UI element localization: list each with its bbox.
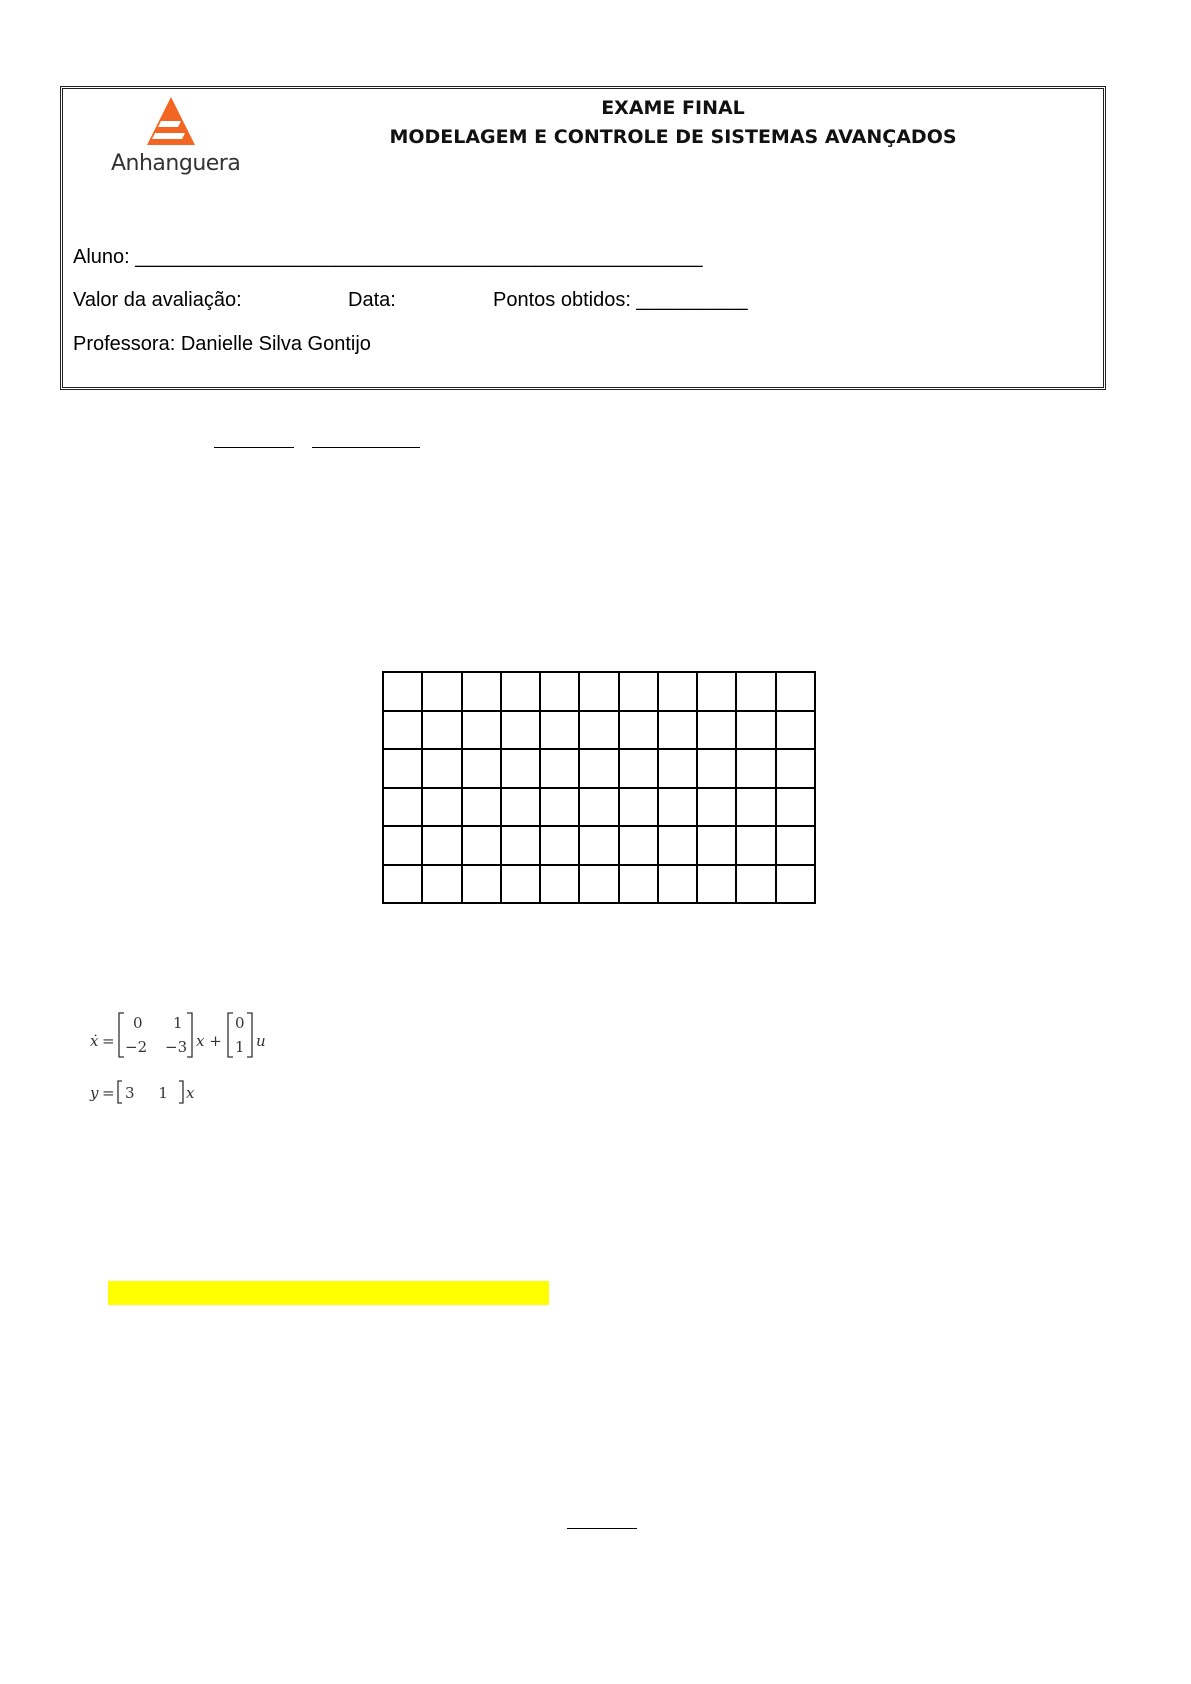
anhanguera-logo <box>111 97 241 187</box>
matrix-a-cell: −2 <box>125 1038 148 1056</box>
grid-cell[interactable] <box>383 711 422 750</box>
grid-cell[interactable] <box>383 788 422 827</box>
grid-cell[interactable] <box>658 826 697 865</box>
grid-cell[interactable] <box>658 865 697 904</box>
grid-cell[interactable] <box>697 788 736 827</box>
grid-cell[interactable] <box>501 711 540 750</box>
grid-cell[interactable] <box>462 788 501 827</box>
grid-cell[interactable] <box>501 865 540 904</box>
grid-cell[interactable] <box>383 826 422 865</box>
grid-cell[interactable] <box>579 672 618 711</box>
grid-cell[interactable] <box>697 672 736 711</box>
x-plus: x + <box>196 1032 222 1050</box>
grid-cell[interactable] <box>422 826 461 865</box>
grid-cell[interactable] <box>776 865 815 904</box>
grid-cell[interactable] <box>619 672 658 711</box>
grid-cell[interactable] <box>383 749 422 788</box>
grid-cell[interactable] <box>619 826 658 865</box>
grid-cell[interactable] <box>579 826 618 865</box>
equals-sign: = <box>102 1032 115 1050</box>
grid-cell[interactable] <box>736 672 775 711</box>
grid-cell[interactable] <box>540 865 579 904</box>
evaluation-info-row <box>73 289 748 312</box>
grid-cell[interactable] <box>540 788 579 827</box>
grid-cell[interactable] <box>579 788 618 827</box>
grid-cell[interactable] <box>619 749 658 788</box>
grid-cell[interactable] <box>776 672 815 711</box>
state-space-equation <box>90 1008 290 1110</box>
y-symbol: y <box>90 1084 99 1102</box>
grid-cell[interactable] <box>697 865 736 904</box>
evaluation-value-label: Valor da avaliação: <box>73 289 242 311</box>
grid-cell[interactable] <box>776 788 815 827</box>
grid-row <box>383 788 815 827</box>
grid-cell[interactable] <box>736 826 775 865</box>
blank-line <box>312 447 420 448</box>
grid-cell[interactable] <box>540 672 579 711</box>
matrix-c-row: 3 1 <box>125 1084 168 1102</box>
grid-cell[interactable] <box>501 788 540 827</box>
grid-cell[interactable] <box>736 711 775 750</box>
points-obtained-field[interactable]: Pontos obtidos: __________ <box>493 289 748 311</box>
grid-cell[interactable] <box>422 749 461 788</box>
blank-line <box>214 447 294 448</box>
grid-cell[interactable] <box>462 865 501 904</box>
grid-cell[interactable] <box>422 788 461 827</box>
grid-row <box>383 826 815 865</box>
grid-cell[interactable] <box>540 711 579 750</box>
matrix-b-cell: 0 <box>235 1014 245 1032</box>
left-bracket-icon <box>226 1012 234 1058</box>
answer-grid <box>382 671 816 904</box>
anhanguera-logo-icon <box>147 97 195 147</box>
course-title: MODELAGEM E CONTROLE DE SISTEMAS AVANÇADOS <box>389 126 957 148</box>
grid-cell[interactable] <box>619 788 658 827</box>
grid-cell[interactable] <box>658 672 697 711</box>
grid-cell[interactable] <box>422 672 461 711</box>
student-name-field[interactable]: Aluno: ___________________________________________________ <box>73 246 703 268</box>
matrix-a-cell: 1 <box>173 1014 183 1032</box>
matrix-a-cell: −3 <box>165 1038 188 1056</box>
grid-cell[interactable] <box>540 826 579 865</box>
grid-cell[interactable] <box>501 672 540 711</box>
left-bracket-icon <box>117 1012 125 1058</box>
grid-cell[interactable] <box>736 865 775 904</box>
grid-row <box>383 865 815 904</box>
grid-cell[interactable] <box>462 826 501 865</box>
grid-cell[interactable] <box>579 749 618 788</box>
grid-cell[interactable] <box>501 749 540 788</box>
grid-cell[interactable] <box>736 788 775 827</box>
grid-cell[interactable] <box>697 749 736 788</box>
grid-cell[interactable] <box>579 865 618 904</box>
grid-row <box>383 672 815 711</box>
grid-cell[interactable] <box>736 749 775 788</box>
grid-row <box>383 749 815 788</box>
grid-cell[interactable] <box>462 749 501 788</box>
grid-cell[interactable] <box>619 865 658 904</box>
grid-cell[interactable] <box>658 788 697 827</box>
u-symbol: u <box>256 1032 266 1050</box>
highlighted-area <box>108 1281 549 1305</box>
grid-cell[interactable] <box>579 711 618 750</box>
teacher-label: Professora: Danielle Silva Gontijo <box>73 333 371 355</box>
matrix-b-cell: 1 <box>235 1038 245 1056</box>
x-symbol: x <box>186 1084 195 1102</box>
grid-cell[interactable] <box>658 711 697 750</box>
grid-cell[interactable] <box>540 749 579 788</box>
grid-cell[interactable] <box>776 749 815 788</box>
grid-cell[interactable] <box>501 826 540 865</box>
right-bracket-icon <box>186 1012 194 1058</box>
right-bracket-icon <box>246 1012 254 1058</box>
blank-line <box>567 1528 637 1529</box>
xdot-symbol: ẋ <box>90 1032 99 1050</box>
date-label: Data: <box>348 289 396 311</box>
matrix-a-cell: 0 <box>133 1014 143 1032</box>
grid-cell[interactable] <box>697 711 736 750</box>
grid-row <box>383 711 815 750</box>
grid-cell[interactable] <box>422 711 461 750</box>
exam-title: EXAME FINAL <box>601 97 745 119</box>
grid-cell[interactable] <box>619 711 658 750</box>
grid-cell[interactable] <box>383 865 422 904</box>
grid-cell[interactable] <box>697 826 736 865</box>
grid-cell[interactable] <box>462 711 501 750</box>
grid-cell[interactable] <box>776 711 815 750</box>
grid-cell[interactable] <box>462 672 501 711</box>
grid-cell[interactable] <box>658 749 697 788</box>
equals-sign: = <box>102 1084 115 1102</box>
logo-text: Anhanguera <box>111 151 241 176</box>
grid-cell[interactable] <box>776 826 815 865</box>
grid-cell[interactable] <box>422 865 461 904</box>
exam-header-box <box>60 86 1106 390</box>
left-bracket-icon <box>117 1080 123 1104</box>
right-bracket-icon <box>178 1080 184 1104</box>
grid-cell[interactable] <box>383 672 422 711</box>
